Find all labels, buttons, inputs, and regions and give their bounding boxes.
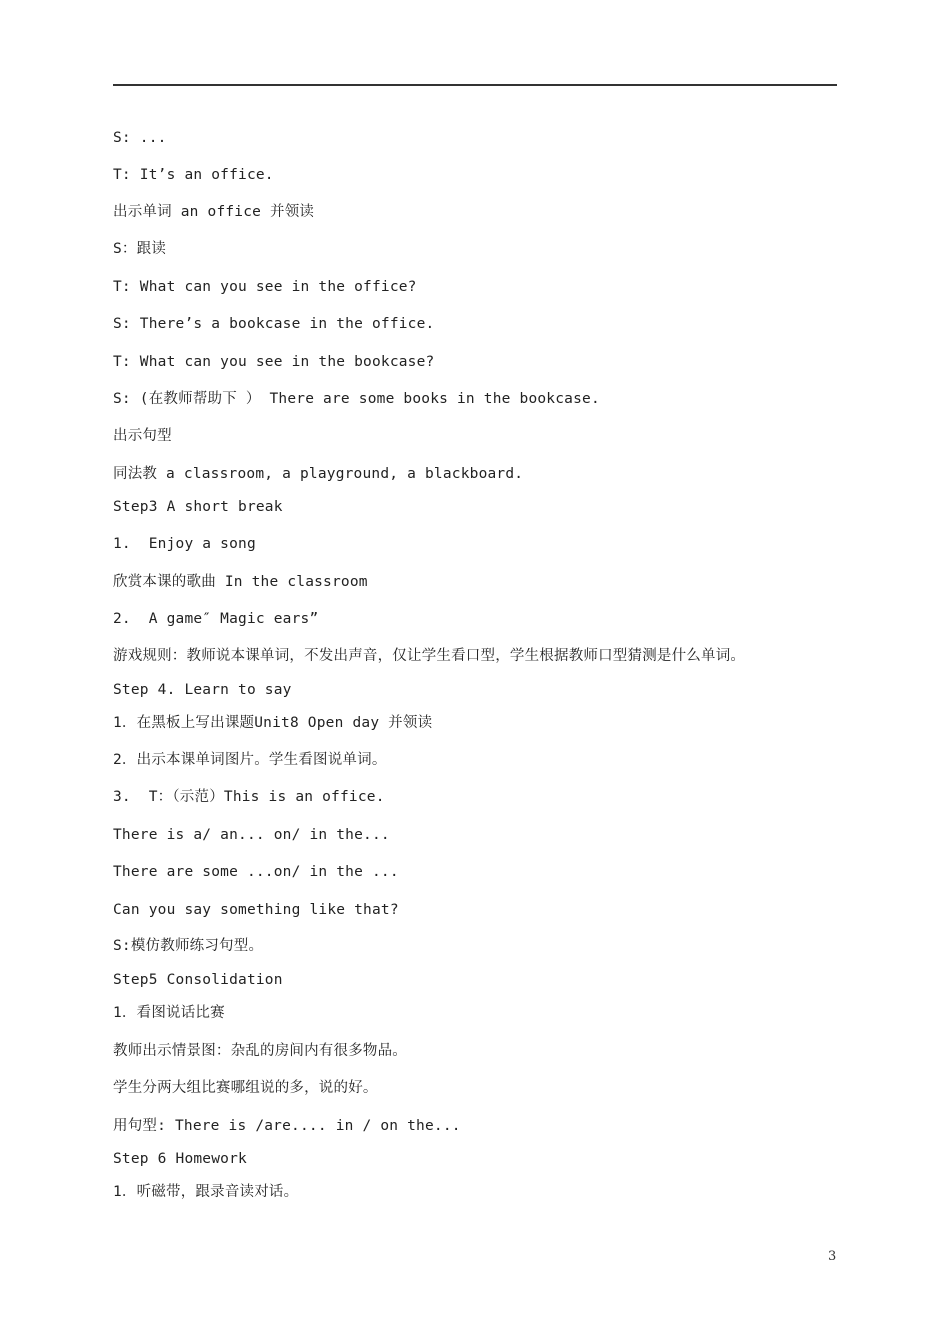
text-line: 同法教 a classroom, a playground, a blackboard. <box>113 466 524 482</box>
text-line: S:模仿教师练习句型。 <box>113 938 264 954</box>
section-heading: Step5 Consolidation <box>113 972 283 988</box>
text-line: 2. A game″ Magic ears” <box>113 611 319 627</box>
text-line: T: It’s an office. <box>113 167 274 183</box>
section-heading: Step 6 Homework <box>113 1151 247 1167</box>
text-line: 3. T：（示范）This is an office. <box>113 789 385 805</box>
text-line: T: What can you see in the bookcase? <box>113 354 435 370</box>
text-line: 2．出示本课单词图片。学生看图说单词。 <box>113 752 387 768</box>
text-line: 教师出示情景图：杂乱的房间内有很多物品。 <box>113 1043 407 1059</box>
text-line: Can you say something like that? <box>113 902 399 918</box>
text-line: 1．在黑板上写出课题Unit8 Open day 并领读 <box>113 715 433 731</box>
text-line: 用句型: There is /are.... in / on the... <box>113 1118 461 1134</box>
text-line: 1．听磁带，跟录音读对话。 <box>113 1184 299 1200</box>
text-line: 出示句型 <box>113 428 172 444</box>
text-line: 欣赏本课的歌曲 In the classroom <box>113 574 368 590</box>
text-line: There is a/ an... on/ in the... <box>113 827 390 843</box>
text-line: 游戏规则：教师说本课单词，不发出声音，仅让学生看口型，学生根据教师口型猜测是什么单词。 <box>113 648 746 664</box>
section-heading: Step3 A short break <box>113 499 283 515</box>
text-line: There are some ...on/ in the ... <box>113 864 399 880</box>
text-line: 出示单词 an office 并领读 <box>113 204 315 220</box>
page-number: 3 <box>828 1249 837 1264</box>
text-line: S：跟读 <box>113 241 167 257</box>
text-line: 1. Enjoy a song <box>113 536 256 552</box>
text-line: S: There’s a bookcase in the office. <box>113 316 435 332</box>
section-heading: Step 4. Learn to say <box>113 682 292 698</box>
text-line: S: (在教师帮助下 ） There are some books in the bookcase. <box>113 391 600 407</box>
text-line: 学生分两大组比赛哪组说的多，说的好。 <box>113 1080 378 1096</box>
text-line: 1．看图说话比赛 <box>113 1005 225 1021</box>
header-rule <box>113 84 837 86</box>
text-line: T: What can you see in the office? <box>113 279 417 295</box>
text-line: S: ... <box>113 130 167 146</box>
